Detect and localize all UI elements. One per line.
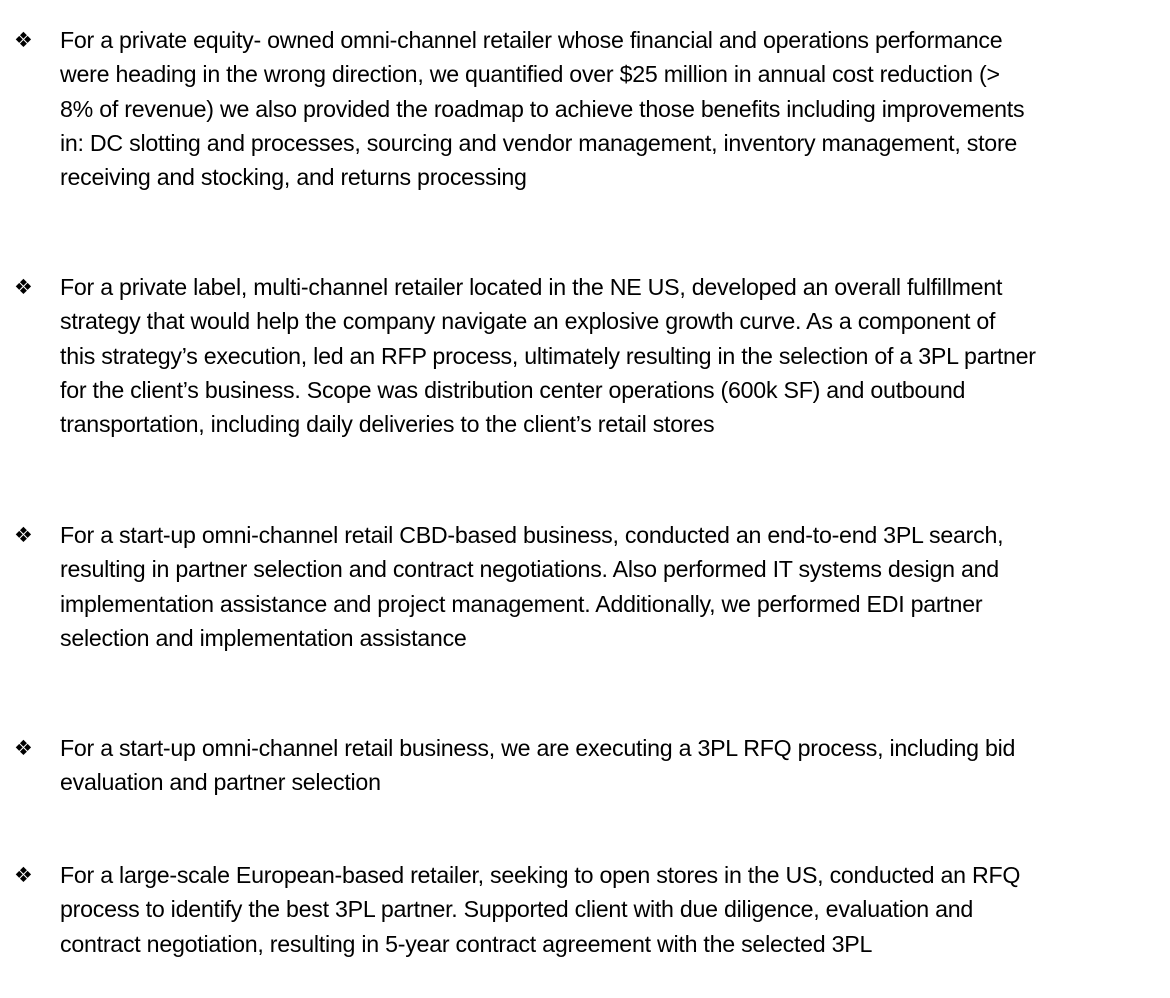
diamond-cluster-icon: ❖ [14, 28, 33, 52]
list-item-text: For a start-up omni-channel retail business, we are executing a 3PL RFQ process, including bid evaluation and partner selection [60, 735, 1016, 796]
diamond-cluster-icon: ❖ [14, 523, 33, 547]
list-item-text: For a large-scale European-based retailer, seeking to open stores in the US, conducted an RFQ process to identify the best 3PL partner. Supported client with due diligence, evaluation and contract negotiation, resulting in 5-year contract agreement with the selected 3PL [60, 862, 1021, 957]
list-item-text: For a private label, multi-channel retailer located in the NE US, developed an overall fulfillment strategy that would help the company navigate an explosive growth curve. As a component of this strategy’s execution, led an RFP process, ultimately resulting in the selection of a 3PL partner for the client’s business. Scope was distribution center operations (600k SF) and outbound transportation, including daily deliveries to the client’s retail stores [60, 274, 1036, 438]
diamond-cluster-icon: ❖ [14, 736, 33, 760]
list-item-text: For a start-up omni-channel retail CBD-based business, conducted an end-to-end 3PL search, resulting in partner selection and contract negotiations. Also performed IT systems design and implementation assistance and project management. Additionally, we performed EDI partner selection and implementation assistance [60, 522, 1004, 651]
diamond-cluster-icon: ❖ [14, 863, 33, 887]
list-item-text: For a private equity- owned omni-channel retailer whose financial and operations performance were heading in the wrong direction, we quantified over $25 million in annual cost reduction (> 8% of revenue) we also provided the roadmap to achieve those benefits including improvements in: DC slotting and processes, sourcing and vendor management, inventory management, store receiving and stocking, and returns processing [60, 27, 1025, 191]
diamond-cluster-icon: ❖ [14, 275, 33, 299]
